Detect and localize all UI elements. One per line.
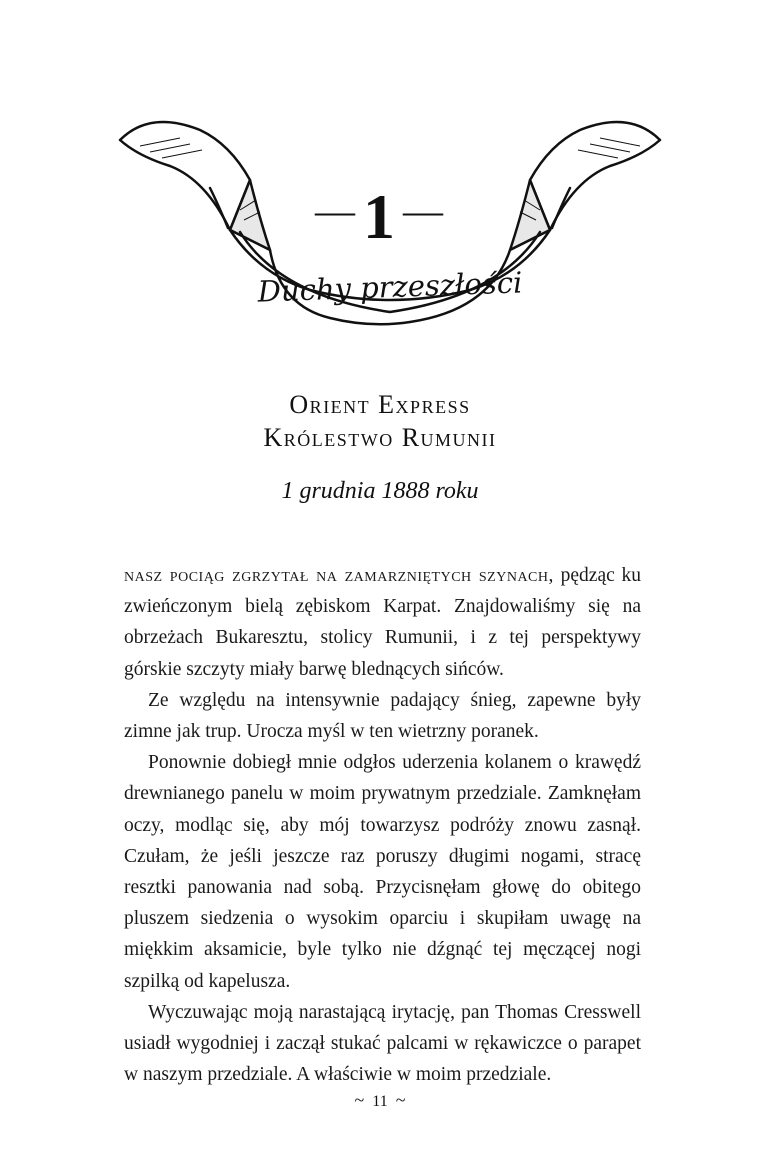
- chapter-number-dash-right: —: [403, 188, 445, 233]
- location-heading: [0, 388, 760, 454]
- chapter-number: [0, 180, 760, 254]
- page-number: 11: [372, 1093, 388, 1110]
- chapter-number-dash-left: —: [315, 188, 357, 233]
- chapter-title: Duchy przeszłości: [257, 265, 523, 309]
- location-line-1: Orient Express: [289, 390, 471, 419]
- paragraph-lead-in: nasz pociąg zgrzytał na zamarzniętych szynach,: [124, 565, 554, 586]
- paragraph-1: [124, 560, 641, 685]
- chapter-number-value: 1: [363, 181, 397, 252]
- page-folio: [0, 1090, 760, 1111]
- paragraph-3: Ponownie dobiegł mnie odgłos uderzenia kolanem o krawędź drewnianego panelu w moim prywatnym przedziale. Zamknęłam oczy, modląc się, aby mój towarzysz podróży znowu zasnął. Czułam, że jeśli jeszcze raz poruszy długimi nogami, stracę resztki panowania nad sobą. Przycisnęłam głowę do obitego pluszem siedzenia o wysokim oparciu i skupiłam uwagę na miękkim aksamicie, byle tylko nie dźgnąć tej męczącej nogi szpilką od kapelusza.: [124, 752, 641, 992]
- paragraph-2: Ze względu na intensywnie padający śnieg, zapewne były zimne jak trup. Urocza myśl w ten wietrzny poranek.: [124, 689, 641, 743]
- folio-flourish-right: ~: [395, 1090, 406, 1110]
- paragraph-1-rest: pędząc ku zwieńczonym bielą zębiskom Karpat. Znajdowaliśmy się na obrzeżach Bukaresztu, stolicy Rumunii, i z tej perspektywy górskie szczyty miały barwę blednących sińców.: [124, 565, 641, 680]
- paragraph-4: Wyczuwając moją narastającą irytację, pan Thomas Cresswell usiadł wygodniej i zaczął stukać palcami w rękawiczce o parapet w naszym przedziale. A właściwie w moim przedziale.: [124, 1001, 641, 1086]
- folio-flourish-left: ~: [354, 1090, 365, 1110]
- location-line-2: Królestwo Rumunii: [263, 423, 497, 452]
- dateline: 1 grudnia 1888 roku: [281, 478, 479, 504]
- body-text: [124, 560, 641, 1090]
